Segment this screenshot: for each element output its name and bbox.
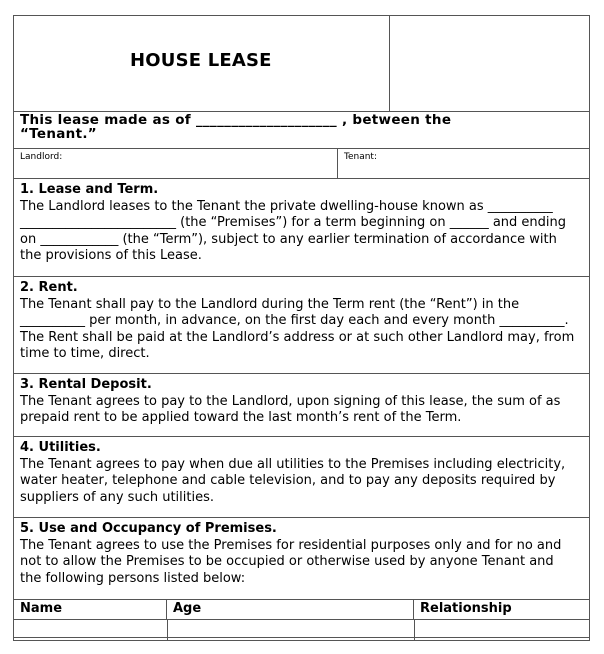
- landlord-field[interactable]: [14, 149, 338, 178]
- column-header-age: Age: [167, 600, 414, 619]
- header-row: [14, 16, 589, 112]
- lease-intro-row: [14, 112, 589, 149]
- section-text: The Landlord leases to the Tenant the private dwelling-house known as __________ ________________________ (the “Premises”) for a term beginning on ______ and ending on ____________ (the “Term”), subject to any earlier termination of accordance with the provisions of this Lease.: [20, 198, 567, 263]
- parties-row: [14, 149, 589, 179]
- lease-intro-text: This lease made as of ____________________ , between the “Tenant.”: [20, 112, 452, 142]
- column-header-name: Name: [14, 600, 167, 619]
- column-header-relationship: Relationship: [420, 601, 512, 616]
- section-title: 3. Rental Deposit.: [20, 377, 152, 392]
- section-text: The Tenant agrees to pay to the Landlord, upon signing of this lease, the sum of as prepaid rent to be applied toward the last month’s rent of the Term.: [20, 393, 561, 425]
- section-text: The Tenant agrees to pay when due all utilities to the Premises including electricity, water heater, telephone and cable television, and to pay any deposits required by suppliers of any such utilities.: [20, 456, 566, 505]
- section-rent: [14, 277, 589, 374]
- lease-form-frame: [13, 15, 590, 641]
- tenant-label: Tenant:: [344, 152, 377, 162]
- table-header-row: [14, 600, 589, 620]
- tenant-field[interactable]: [338, 149, 589, 178]
- section-use-and-occupancy: [14, 518, 589, 600]
- column-divider: [414, 620, 415, 640]
- occupants-table: [14, 600, 589, 640]
- document-title: HOUSE LEASE: [130, 50, 272, 71]
- logo-placeholder-box: [389, 16, 589, 111]
- section-rental-deposit: [14, 374, 589, 437]
- section-text: The Tenant shall pay to the Landlord during the Term rent (the “Rent”) in the __________ per month, in advance, on the first day each and every month __________. The Rent shall be paid at the Landlord’s address or at such other Landlord may, from time to time, direct.: [20, 296, 575, 361]
- section-text: The Tenant agrees to use the Premises for residential purposes only and for no and not to allow the Premises to be occupied or otherwise used by anyone Tenant and the following persons listed below:: [20, 537, 562, 586]
- section-title: 1. Lease and Term.: [20, 182, 159, 197]
- table-row[interactable]: [14, 620, 589, 638]
- section-title: 2. Rent.: [20, 280, 78, 295]
- column-divider: [167, 620, 168, 640]
- section-lease-and-term: [14, 179, 589, 277]
- section-utilities: [14, 437, 589, 518]
- landlord-label: Landlord:: [20, 152, 63, 162]
- section-title: 4. Utilities.: [20, 440, 101, 455]
- section-title: 5. Use and Occupancy of Premises.: [20, 521, 277, 536]
